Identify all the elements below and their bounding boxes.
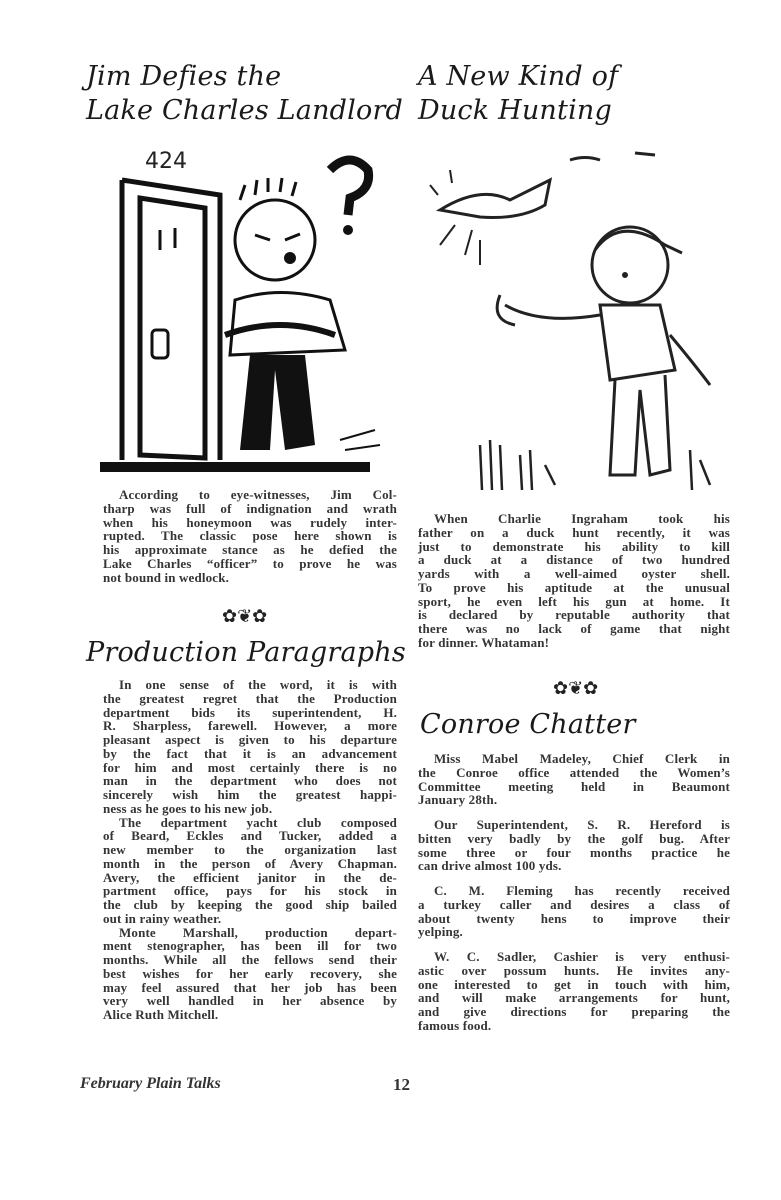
text-line: tharp was full of indignation and wrath [103,500,397,516]
text-line: C. M. Fleming has recently received [434,883,730,898]
text-line: man in the department who does not [103,773,397,789]
text-line: yelping. [418,924,463,940]
text-line: the greatest regret that the Production [103,690,397,706]
text-line: Alice Ruth Mitchell. [103,1007,219,1022]
text-line: out in rainy weather. [103,910,222,926]
text-line: just to demonstrate his ability to kill [418,538,730,554]
article-title-jim [86,60,403,128]
paragraph [418,512,730,650]
paragraph [418,950,730,1033]
text-line: his approximate stance as he defied the [103,542,397,557]
text-line: for him and most certainly there is no [103,759,397,775]
text-line: rupted. The classic pose here shown is [103,528,397,544]
text-line: a turkey caller and desires a class of [418,896,730,912]
text-line: ment stenographer, has been ill for two [103,938,397,954]
publication-name: February Plain Talks [80,1075,221,1092]
article-title-duck [418,60,618,128]
text-line: astic over possum hunts. He invites any- [418,962,730,978]
paragraph [418,818,730,873]
text-line: father on a duck hunt recently, it was [418,524,730,540]
text-line: bitten very badly by the golf bug. After [418,830,730,846]
text-line: the Conroe office attended the Women’s [418,764,730,780]
text-line: yards with a well-aimed oyster shell. [418,566,730,581]
text-line: not bound in wedlock. [103,569,229,585]
text-line: W. C. Sadler, Cashier is very enthusi- [434,949,730,964]
paragraph [103,678,397,816]
text-line: According to eye-witnesses, Jim Col- [119,487,397,502]
ornament-divider-icon: ✿❦✿ [553,678,599,698]
text-line: ness as he goes to his new job. [103,800,273,816]
page-number: 12 [393,1075,410,1094]
text-line: sincerely wish him the greatest happi- [103,787,397,802]
section-title-production: Production Paragraphs [86,637,406,668]
text-line: there was no lack of game that night [418,621,730,636]
text-line: of Beard, Eckles and Tucker, added a [103,828,397,844]
production-paragraphs [103,678,397,1022]
text-line: famous food. [418,1017,492,1033]
text-line: partment office, pays for his stock in [103,883,397,899]
text-line: and will make arrangements for hunt, [418,990,730,1006]
text-line: when his honeymoon was rudely inter- [103,514,397,530]
text-line: The department yacht club composed [119,814,397,830]
text-line: for dinner. Whataman! [418,634,550,650]
text-line: Lake Charles “officer” to prove he was [103,555,397,571]
text-line: Avery, the efficient janitor in the de- [103,869,397,885]
text-line: sport, he even left his gun at home. It [418,593,730,609]
paragraph [103,488,397,584]
paragraph [103,816,397,926]
door-number: 424 [145,149,187,174]
title-line: Jim Defies the [86,61,282,92]
text-line: In one sense of the word, it is with [119,677,397,692]
text-line: Our Superintendent, S. R. Hereford is [434,817,730,832]
text-line: To prove his aptitude at the unusual [418,579,730,595]
text-line: a duck at a distance of two hundred [418,552,730,568]
text-line: best wishes for her early recovery, she [103,965,397,981]
text-line: month in the person of Avery Chapman. [103,855,397,871]
text-line: When Charlie Ingraham took his [434,511,730,526]
text-line: Monte Marshall, production depart- [119,924,397,940]
paragraph [418,884,730,939]
text-line: by the fact that it is an advancement [103,745,397,761]
title-line: A New Kind of [418,61,619,92]
duck-hunting-story [418,512,730,650]
text-line: January 28th. [418,792,498,808]
cartoon-jim-at-door [100,140,400,480]
text-line: Miss Mabel Madeley, Chief Clerk in [434,751,730,766]
text-line: the club by keeping the good ship bailed [103,897,397,912]
conroe-chatter-paragraphs [418,752,730,1044]
text-line: months. While all the fellows send their [103,952,397,967]
text-line: department bids its superintendent, H. [103,704,397,720]
text-line: about twenty hens to improve their [418,910,730,926]
text-line: R. Sharpless, farewell. However, a more [103,718,397,734]
text-line: pleasant aspect is given to his departure [103,732,397,747]
text-line: is declared by reputable authority that [418,607,730,623]
title-line: Duck Hunting [418,95,612,126]
paragraph [103,926,397,1022]
paragraph [418,752,730,807]
text-line: may feel assured that her job has been [103,979,397,995]
text-line: and give directions for preparing the [418,1004,730,1019]
text-line: some three or four months practice he [418,844,730,860]
ornament-divider-icon: ✿❦✿ [222,606,268,626]
text-line: can drive almost 100 yds. [418,858,562,874]
text-line: Committee meeting held in Beaumont [418,778,730,794]
cartoon-duck-hunting [420,145,720,495]
text-line: very well handled in her absence by [103,993,397,1009]
section-title-conroe: Conroe Chatter [420,709,636,740]
caption-jim [103,488,397,584]
text-line: one interested to get in touch with him, [418,976,730,992]
title-line: Lake Charles Landlord [86,95,404,126]
text-line: new member to the organization last [103,842,397,857]
